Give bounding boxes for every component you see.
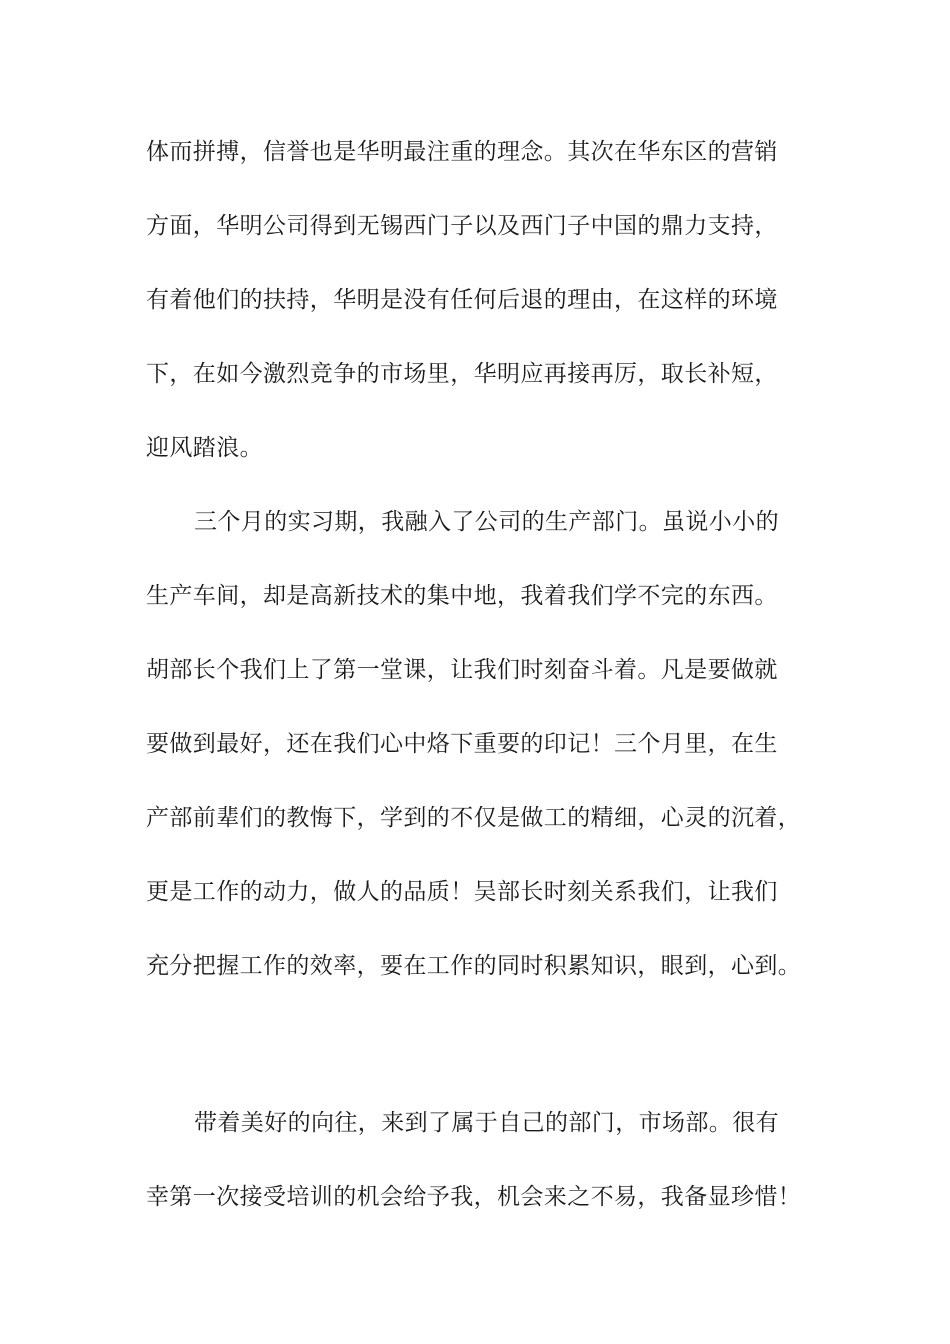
paragraph-2-line-1: 三个月的实习期，我融入了公司的生产部门。虽说小小的 [194,509,779,535]
paragraph-1-line-3: 有着他们的扶持，华明是没有任何后退的理由，在这样的环境 [146,287,778,313]
paragraph-3-line-2: 幸第一次接受培训的机会给予我，机会来之不易，我备显珍惜！ [146,1184,802,1210]
paragraph-1-line-2: 方面，华明公司得到无锡西门子以及西门子中国的鼎力支持， [146,213,778,239]
paragraph-1-line-1: 体而拼搏，信誉也是华明最注重的理念。其次在华东区的营销 [146,139,778,165]
paragraph-1-line-5: 迎风踏浪。 [146,435,263,461]
paragraph-2-line-7: 充分把握工作的效率，要在工作的同时积累知识，眼到，心到。 [146,953,802,979]
paragraph-1-line-4: 下，在如今激烈竞争的市场里，华明应再接再厉，取长补短， [146,361,778,387]
paragraph-2-line-6: 更是工作的动力，做人的品质！吴部长时刻关系我们，让我们 [146,879,778,905]
paragraph-3-line-1: 带着美好的向往，来到了属于自己的部门，市场部。很有 [194,1110,779,1136]
paragraph-2-line-3: 胡部长个我们上了第一堂课，让我们时刻奋斗着。凡是要做就 [146,657,778,683]
paragraph-2-line-2: 生产车间，却是高新技术的集中地，我着我们学不完的东西。 [146,583,778,609]
paragraph-2-line-5: 产部前辈们的教悔下，学到的不仅是做工的精细，心灵的沉着， [146,805,802,831]
paragraph-2-line-4: 要做到最好，还在我们心中烙下重要的印记！三个月里，在生 [146,731,778,757]
